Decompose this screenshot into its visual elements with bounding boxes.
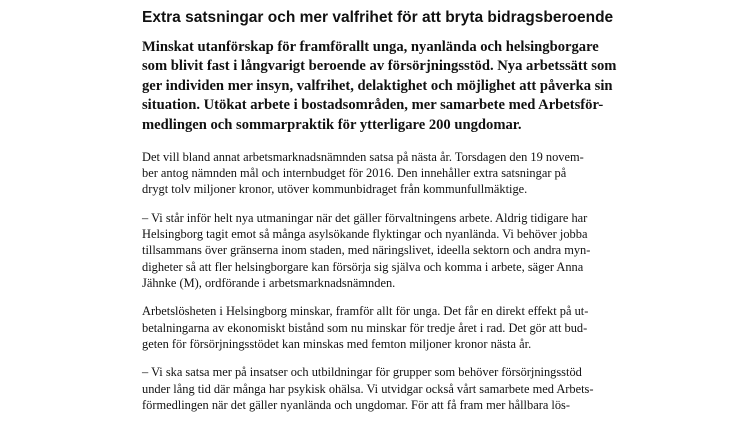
lead-line: ger individen mer insyn, valfrihet, delaktighet och möjlighet att påverka sin — [142, 77, 613, 94]
paragraph-line: Arbetslösheten i Helsingborg minskar, framför allt för unga. Det får en direkt effekt på ut- — [142, 304, 589, 319]
paragraph-line: digheter så att fler helsingborgare kan försörja sig själva och komma i arbete, säger Anna — [142, 259, 584, 274]
lead-line: medlingen och sommarpraktik för ytterligare 200 ungdomar. — [142, 116, 522, 133]
paragraph-line: Det vill bland annat arbetsmarknadsnämnden satsa på nästa år. Torsdagen den 19 novem- — [142, 150, 584, 165]
lead-line: som blivit fast i långvarigt beroende av försörjningsstöd. Nya arbetssätt som — [142, 58, 617, 75]
article-headline: Extra satsningar och mer valfrihet för att bryta bidragsberoende — [142, 9, 614, 26]
lead-line: situation. Utökat arbete i bostadsområden, mer samarbete med Arbetsför- — [142, 97, 604, 114]
paragraph-line: – Vi står inför helt nya utmaningar när det gäller förvaltningens arbete. Aldrig tidigare har — [142, 211, 588, 226]
paragraph-line: Jähnke (M), ordförande i arbetsmarknadsnämnden. — [142, 275, 396, 290]
paragraph-line: Helsingborg tagit emot så många asylsökande flyktingar och nyanlända. Vi behöver jobba — [142, 227, 588, 242]
body-paragraph — [142, 303, 632, 352]
lead-line: Minskat utanförskap för framförallt unga, nyanlända och helsingborgare — [142, 39, 599, 55]
paragraph-line: tillsammans över gränserna inom staden, med näringslivet, ideella sektorn och andra myn- — [142, 243, 591, 258]
paragraph-line: betalningarna av ekonomiskt bistånd som nu minskar för tredje året i rad. Det gör att bud- — [142, 320, 588, 335]
paragraph-line: geten för försörjningsstödet kan minskas med femton miljoner kronor nästa år. — [142, 336, 532, 351]
document-page — [142, 8, 632, 425]
paragraph-line: – Vi ska satsa mer på insatser och utbildningar för grupper som behöver försörjningsstöd — [142, 365, 582, 380]
body-paragraph — [142, 210, 632, 291]
article-lead — [142, 38, 632, 135]
paragraph-line: förmedlingen när det gäller nyanlända och ungdomar. För att få fram mer hållbara lös- — [142, 397, 571, 412]
body-paragraph — [142, 149, 632, 198]
paragraph-line: under lång tid där många har psykisk ohälsa. Vi utvidgar också vårt samarbete med Arbets- — [142, 381, 594, 396]
body-paragraph — [142, 364, 632, 413]
paragraph-line: ber antog nämnden mål och internbudget för 2016. Den innehåller extra satsningar på — [142, 166, 567, 181]
paragraph-line: drygt tolv miljoner kronor, utöver kommunbidraget från kommunfullmäktige. — [142, 182, 528, 197]
